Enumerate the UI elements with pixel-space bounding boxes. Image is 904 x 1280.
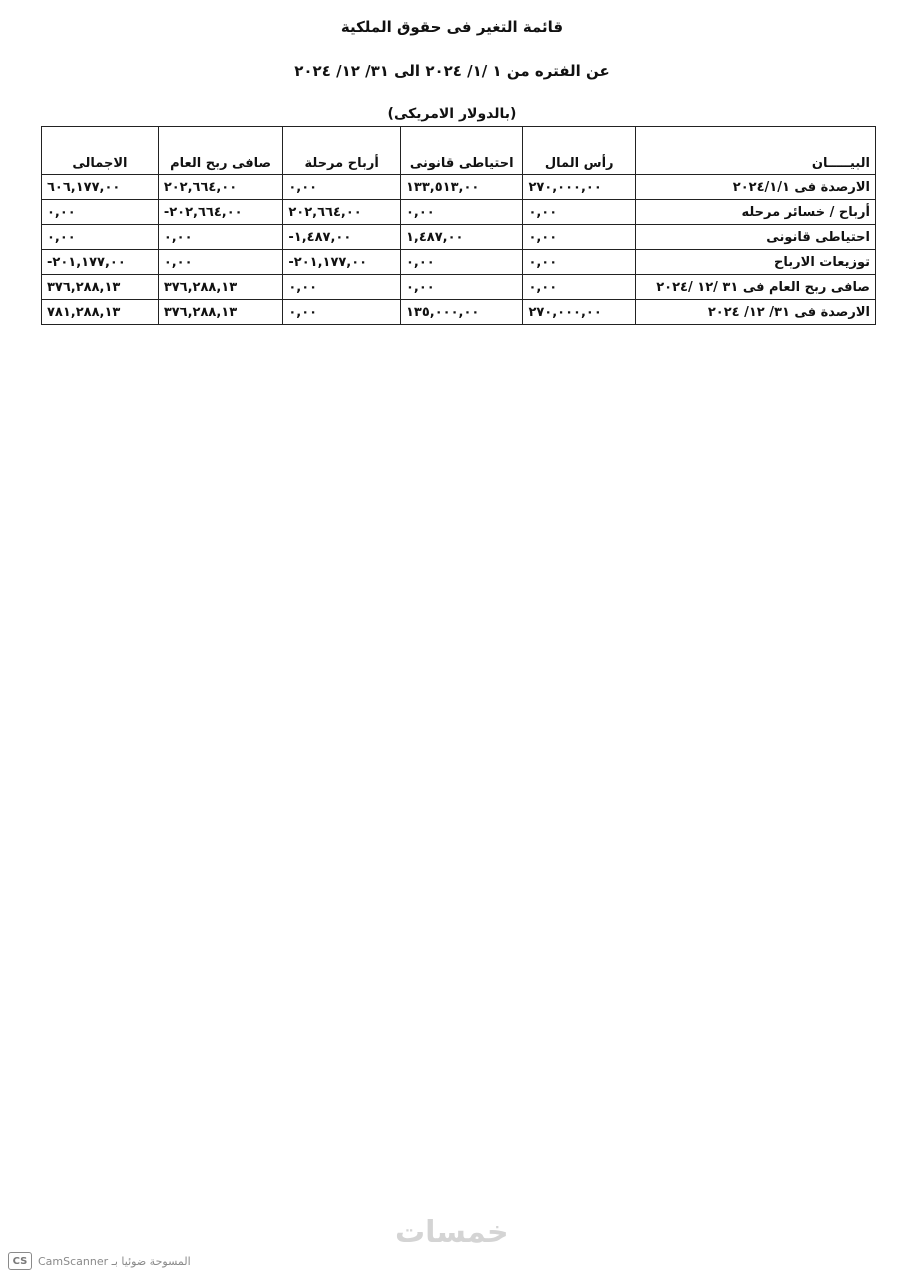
cell-total: ٦٠٦,١٧٧,٠٠: [42, 175, 159, 200]
cell-legal-reserve: ٠,٠٠: [400, 200, 522, 225]
row-label: الارصدة فى ٢٠٢٤/١/١: [635, 175, 875, 200]
cell-total: ٠,٠٠: [42, 200, 159, 225]
cell-total: -٢٠١,١٧٧,٠٠: [42, 250, 159, 275]
cell-capital: ٢٧٠,٠٠٠,٠٠: [523, 300, 636, 325]
header-total: الاجمالى: [42, 127, 159, 175]
cell-total: ٣٧٦,٢٨٨,١٣: [42, 275, 159, 300]
currency-note: (بالدولار الامريكى): [387, 106, 517, 122]
table-row: [42, 225, 876, 250]
cell-legal-reserve: ١,٤٨٧,٠٠: [400, 225, 522, 250]
header-retained-earnings: أرباح مرحلة: [283, 127, 401, 175]
header-capital: رأس المال: [523, 127, 636, 175]
cell-legal-reserve: ٠,٠٠: [400, 275, 522, 300]
scanner-caption: المسوحة ضوئيا بـ CamScanner: [38, 1254, 191, 1268]
header-legal-reserve: احتياطى قانونى: [400, 127, 522, 175]
document-title: قائمة التغير فى حقوق الملكية: [340, 18, 564, 36]
row-label: الارصدة فى ٣١/ ١٢/ ٢٠٢٤: [635, 300, 875, 325]
row-label: احتياطى قانونى: [635, 225, 875, 250]
cell-net-profit: ٠,٠٠: [158, 225, 283, 250]
table-row: [42, 175, 876, 200]
period-subtitle: عن الفتره من ١ /١/ ٢٠٢٤ الى ٣١/ ١٢/ ٢٠٢٤: [294, 62, 610, 80]
site-watermark: خمسات: [395, 1215, 509, 1250]
cell-capital: ٠,٠٠: [523, 250, 636, 275]
cell-total: ٠,٠٠: [42, 225, 159, 250]
camscanner-logo-icon: CS: [8, 1252, 32, 1270]
cell-legal-reserve: ١٣٥,٠٠٠,٠٠: [400, 300, 522, 325]
cell-net-profit: ٠,٠٠: [158, 250, 283, 275]
cell-net-profit: ٢٠٢,٦٦٤,٠٠: [158, 175, 283, 200]
equity-changes-table: [41, 126, 876, 325]
cell-retained-earnings: ٠,٠٠: [283, 275, 401, 300]
scanner-footer: [8, 1252, 191, 1270]
cell-retained-earnings: ٢٠٢,٦٦٤,٠٠: [283, 200, 401, 225]
cell-net-profit: ٣٧٦,٢٨٨,١٣: [158, 300, 283, 325]
table-row: [42, 300, 876, 325]
cell-total: ٧٨١,٢٨٨,١٣: [42, 300, 159, 325]
table-row: [42, 200, 876, 225]
cell-retained-earnings: -٢٠١,١٧٧,٠٠: [283, 250, 401, 275]
cell-capital: ٢٧٠,٠٠٠,٠٠: [523, 175, 636, 200]
header-description: البيـــــان: [635, 127, 875, 175]
cell-legal-reserve: ١٣٣,٥١٣,٠٠: [400, 175, 522, 200]
row-label: صافى ربح العام فى ٣١ /١٢ /٢٠٢٤: [635, 275, 875, 300]
cell-retained-earnings: ٠,٠٠: [283, 175, 401, 200]
cell-capital: ٠,٠٠: [523, 200, 636, 225]
header-net-profit: صافى ربح العام: [158, 127, 283, 175]
table-header-row: [42, 127, 876, 175]
cell-legal-reserve: ٠,٠٠: [400, 250, 522, 275]
cell-net-profit: -٢٠٢,٦٦٤,٠٠: [158, 200, 283, 225]
table-row: [42, 250, 876, 275]
row-label: أرباح / خسائر مرحله: [635, 200, 875, 225]
cell-capital: ٠,٠٠: [523, 225, 636, 250]
cell-capital: ٠,٠٠: [523, 275, 636, 300]
cell-retained-earnings: -١,٤٨٧,٠٠: [283, 225, 401, 250]
row-label: توزيعات الارباح: [635, 250, 875, 275]
table-row: [42, 275, 876, 300]
cell-net-profit: ٣٧٦,٢٨٨,١٣: [158, 275, 283, 300]
cell-retained-earnings: ٠,٠٠: [283, 300, 401, 325]
